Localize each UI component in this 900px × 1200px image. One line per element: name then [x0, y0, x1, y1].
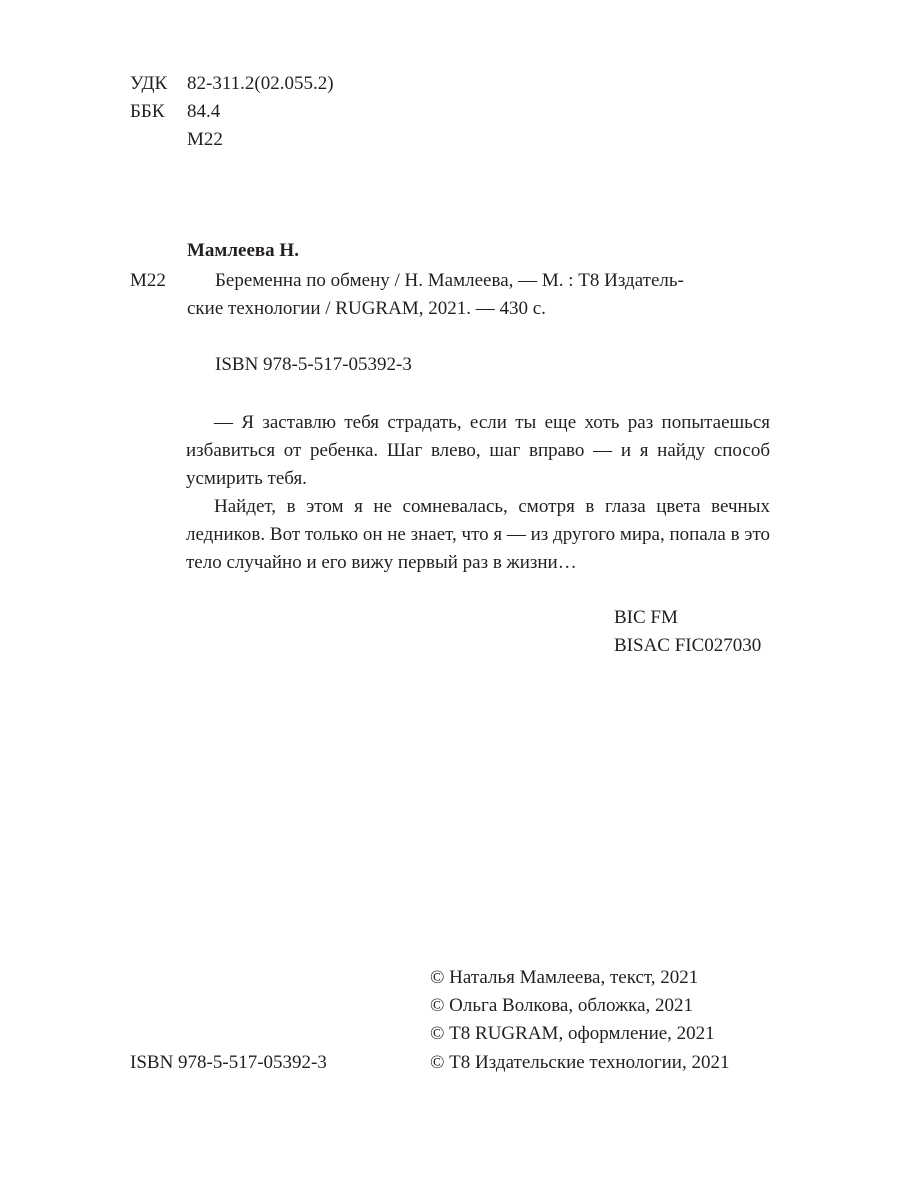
copyright-design: © Т8 RUGRAM, оформление, 2021 [430, 1023, 715, 1044]
copyright-text: © Наталья Мамлеева, текст, 2021 [430, 967, 699, 988]
description-line-1: Беременна по обмену / Н. Мамлеева, — М. : Т8 Издатель- [215, 270, 684, 291]
bbk-label: ББК [130, 101, 165, 122]
author-mark: М22 [187, 129, 223, 150]
isbn-card: ISBN 978-5-517-05392-3 [215, 354, 412, 375]
bic-code: BIC FM [614, 607, 678, 628]
annotation-paragraph-2: Найдет, в этом я не сомневалась, смотря в глаза цвета вечных ледников. Вот только он не знает, что я — из другого мира, попала в это тело случайно и его вижу первый раз в жизни… [186, 496, 771, 573]
author-heading: Мамлеева Н. [187, 240, 299, 261]
copyright-cover: © Ольга Волкова, обложка, 2021 [430, 995, 694, 1016]
udk-label: УДК [130, 73, 168, 94]
bbk-value: 84.4 [187, 101, 221, 122]
description-line-2: ские технологии / RUGRAM, 2021. — 430 с. [187, 298, 546, 319]
annotation-paragraph-1: — Я заставлю тебя страдать, если ты еще хоть раз попытаешься избавиться от ребенка. Шаг влево, шаг вправо — и я найду способ усмирить тебя. [186, 412, 770, 489]
udk-value: 82-311.2(02.055.2) [187, 73, 334, 94]
isbn-footer: ISBN 978-5-517-05392-3 [130, 1052, 327, 1073]
bisac-code: BISAC FIC027030 [614, 635, 762, 656]
copyright-publisher: © Т8 Издательские технологии, 2021 [430, 1052, 730, 1073]
card-author-mark: М22 [130, 270, 166, 291]
